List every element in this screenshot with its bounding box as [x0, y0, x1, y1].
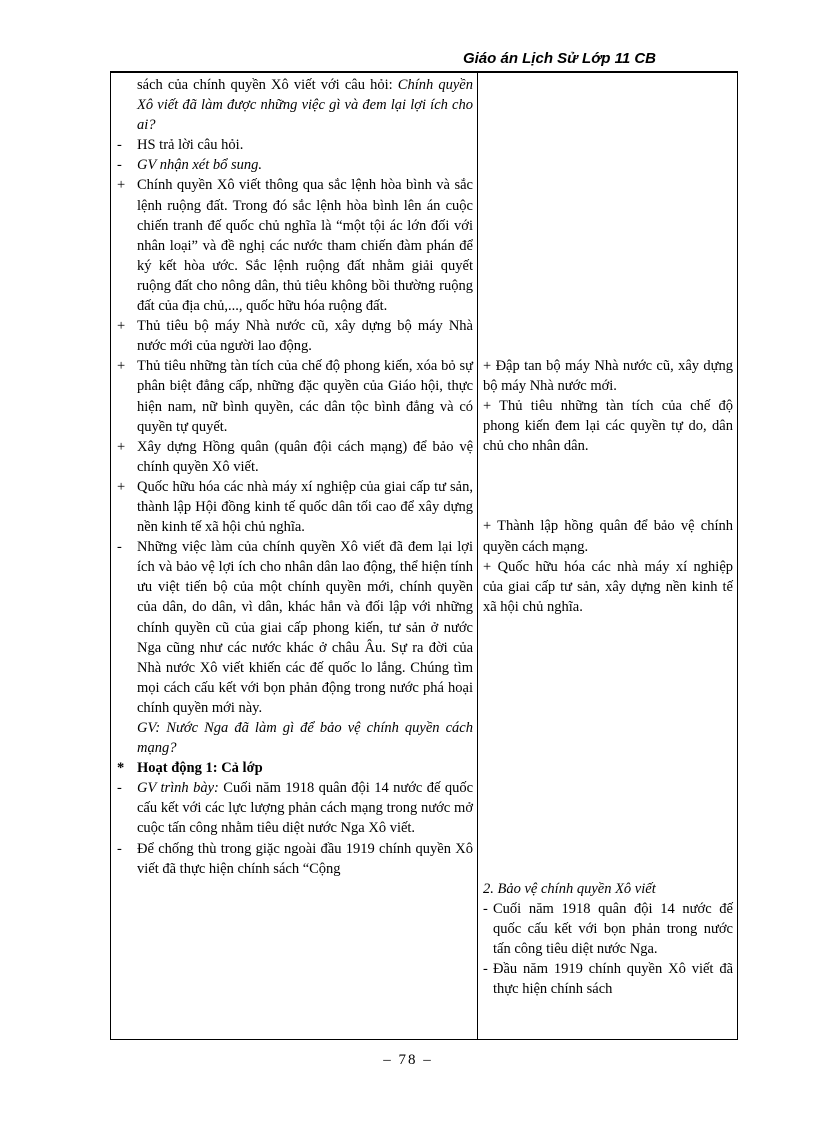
- section-heading: [483, 879, 733, 899]
- bullet-plus: +: [117, 438, 126, 455]
- text: Những việc làm của chính quyền Xô viết đã đem lại lợi ích và bảo vệ lợi ích cho nhân dân lao động, thể hiện tính ưu việt tiến bộ của một chính quyền mới, chính quyền của dân, do dân, vì dân, khác hẳn và đối lập với những chính quyền cũ của giai cấp phong kiến, tư sản ở nước Nga cũng như các nước khác ở châu Âu. Sự ra đời của Nhà nước Xô viết khiến các đế quốc lo lắng. Chúng tìm mọi cách cấu kết với bọn phản động trong nước phá hoại chính quyền mới này.: [137, 539, 473, 716]
- list-item: [117, 839, 473, 879]
- list-item: [483, 899, 733, 959]
- list-item: [483, 396, 733, 456]
- list-item: [117, 778, 473, 838]
- text: Thủ tiêu những tàn tích của chế độ phong kiến, xóa bỏ sự phân biệt đẳng cấp, những đặc quyền của Giáo hội, thực hiện nam, nữ bình quyền, các dân tộc bình đẳng và có quyền tự quyết.: [137, 358, 473, 435]
- list-item: [117, 477, 473, 537]
- bullet-dash: -: [117, 539, 122, 556]
- text: Quốc hữu hóa các nhà máy xí nghiệp của giai cấp tư sản, xây dựng nền kinh tế xã hội chủ nghĩa.: [483, 558, 734, 615]
- bullet-plus: +: [117, 478, 126, 495]
- list-item: [483, 356, 733, 396]
- text: Quốc hữu hóa các nhà máy xí nghiệp của giai cấp tư sản, thành lập Hội đồng kinh tế quốc dân tối cao để xây dựng nền kinh tế xã hội chủ nghĩa.: [137, 478, 473, 536]
- lead-text: GV trình bày:: [137, 780, 219, 797]
- spacer: [483, 617, 733, 879]
- text: Thủ tiêu bộ máy Nhà nước cũ, xây dựng bộ máy Nhà nước mới của người lao động.: [137, 318, 473, 355]
- list-item: [117, 155, 473, 175]
- bullet-plus: +: [483, 398, 492, 415]
- bullet-dash: -: [117, 137, 122, 154]
- text: Xây dựng Hồng quân (quân đội cách mạng) để bảo vệ chính quyền Xô viết.: [137, 438, 473, 475]
- list-item: [117, 537, 473, 718]
- bullet-asterisk: *: [117, 760, 125, 777]
- text: Thủ tiêu những tàn tích của chế độ phong kiến đem lại các quyền tự do, dân chủ cho nhân dân.: [483, 398, 733, 455]
- page-number: – 78 –: [383, 1052, 433, 1068]
- question-text: GV: Nước Nga đã làm gì để bảo vệ chính quyền cách mạng?: [137, 720, 473, 757]
- bullet-plus: +: [117, 177, 126, 194]
- list-item: [117, 175, 473, 316]
- text: Thành lập hồng quân để bảo vệ chính quyền cách mạng.: [483, 518, 733, 555]
- column-divider: [477, 72, 478, 1039]
- text: GV nhận xét bổ sung.: [137, 157, 262, 174]
- question-text: Chính quyền Xô viết đã làm được những việc gì và đem lại lợi ích cho ai?: [137, 77, 473, 134]
- document-header-title: Giáo án Lịch Sử Lớp 11 CB: [462, 50, 656, 67]
- bullet-plus: +: [483, 558, 492, 575]
- text: Hoạt động 1: Cả lớp: [137, 760, 263, 777]
- text: Đầu năm 1919 chính quyền Xô viết đã thực hiện chính sách: [493, 961, 733, 998]
- text: HS trả lời câu hỏi.: [137, 137, 244, 154]
- bullet-plus: +: [483, 518, 492, 535]
- text: sách của chính quyền Xô viết với câu hỏi:: [137, 77, 393, 93]
- bullet-dash: -: [117, 157, 122, 174]
- activity-heading: [117, 758, 473, 778]
- list-item: [483, 557, 733, 617]
- list-item: [117, 356, 473, 436]
- list-item: [117, 135, 473, 155]
- bullet-dash: -: [483, 961, 488, 978]
- bullet-dash: -: [117, 780, 122, 797]
- teacher-student-activities-column: [117, 75, 473, 879]
- spacer: [483, 75, 733, 356]
- bullet-plus: +: [483, 358, 492, 374]
- text: Để chống thù trong giặc ngoài đầu 1919 chính quyền Xô viết đã thực hiện chính sách “Cộng: [137, 840, 473, 877]
- bullet-plus: +: [117, 358, 126, 375]
- key-knowledge-column: [483, 75, 733, 1000]
- text: Chính quyền Xô viết thông qua sắc lệnh hòa bình và sắc lệnh ruộng đất. Trong đó sắc lệnh hòa bình lên án cuộc chiến tranh đế quốc chủ nghĩa là “một tội ác lớn đối với nhân loại” và đề nghị các nước tham chiến đàm phán để ký kết hòa ước. Sắc lệnh ruộng đất nhằm giải quyết ruộng đất cho nông dân, thủ tiêu không bồi thường ruộng đất của địa chủ,..., quốc hữu hóa ruộng đất.: [137, 177, 473, 315]
- text: Cuối năm 1918 quân đội 14 nước đế quốc cấu kết với bọn phản trong nước tấn công tiêu diệt nước Nga.: [493, 901, 733, 958]
- paragraph: [117, 75, 473, 135]
- bullet-dash: -: [483, 901, 488, 918]
- lesson-table: [110, 72, 738, 1040]
- bullet-dash: -: [117, 840, 122, 857]
- text: Cuối năm 1918 quân đội 14 nước đế quốc cấu kết với các lực lượng phản cách mạng trong nước mở cuộc tấn công nhằm tiêu diệt nước Nga Xô viết.: [137, 780, 474, 837]
- text: 2. Bảo vệ chính quyền Xô viết: [483, 880, 656, 897]
- spacer: [483, 456, 733, 516]
- list-item: [483, 516, 733, 556]
- list-item: [117, 437, 473, 477]
- list-item: [483, 959, 733, 999]
- bullet-plus: +: [117, 318, 126, 335]
- paragraph: [117, 718, 473, 758]
- list-item: [117, 316, 473, 356]
- text: Đập tan bộ máy Nhà nước cũ, xây dựng bộ máy Nhà nước mới.: [483, 358, 734, 395]
